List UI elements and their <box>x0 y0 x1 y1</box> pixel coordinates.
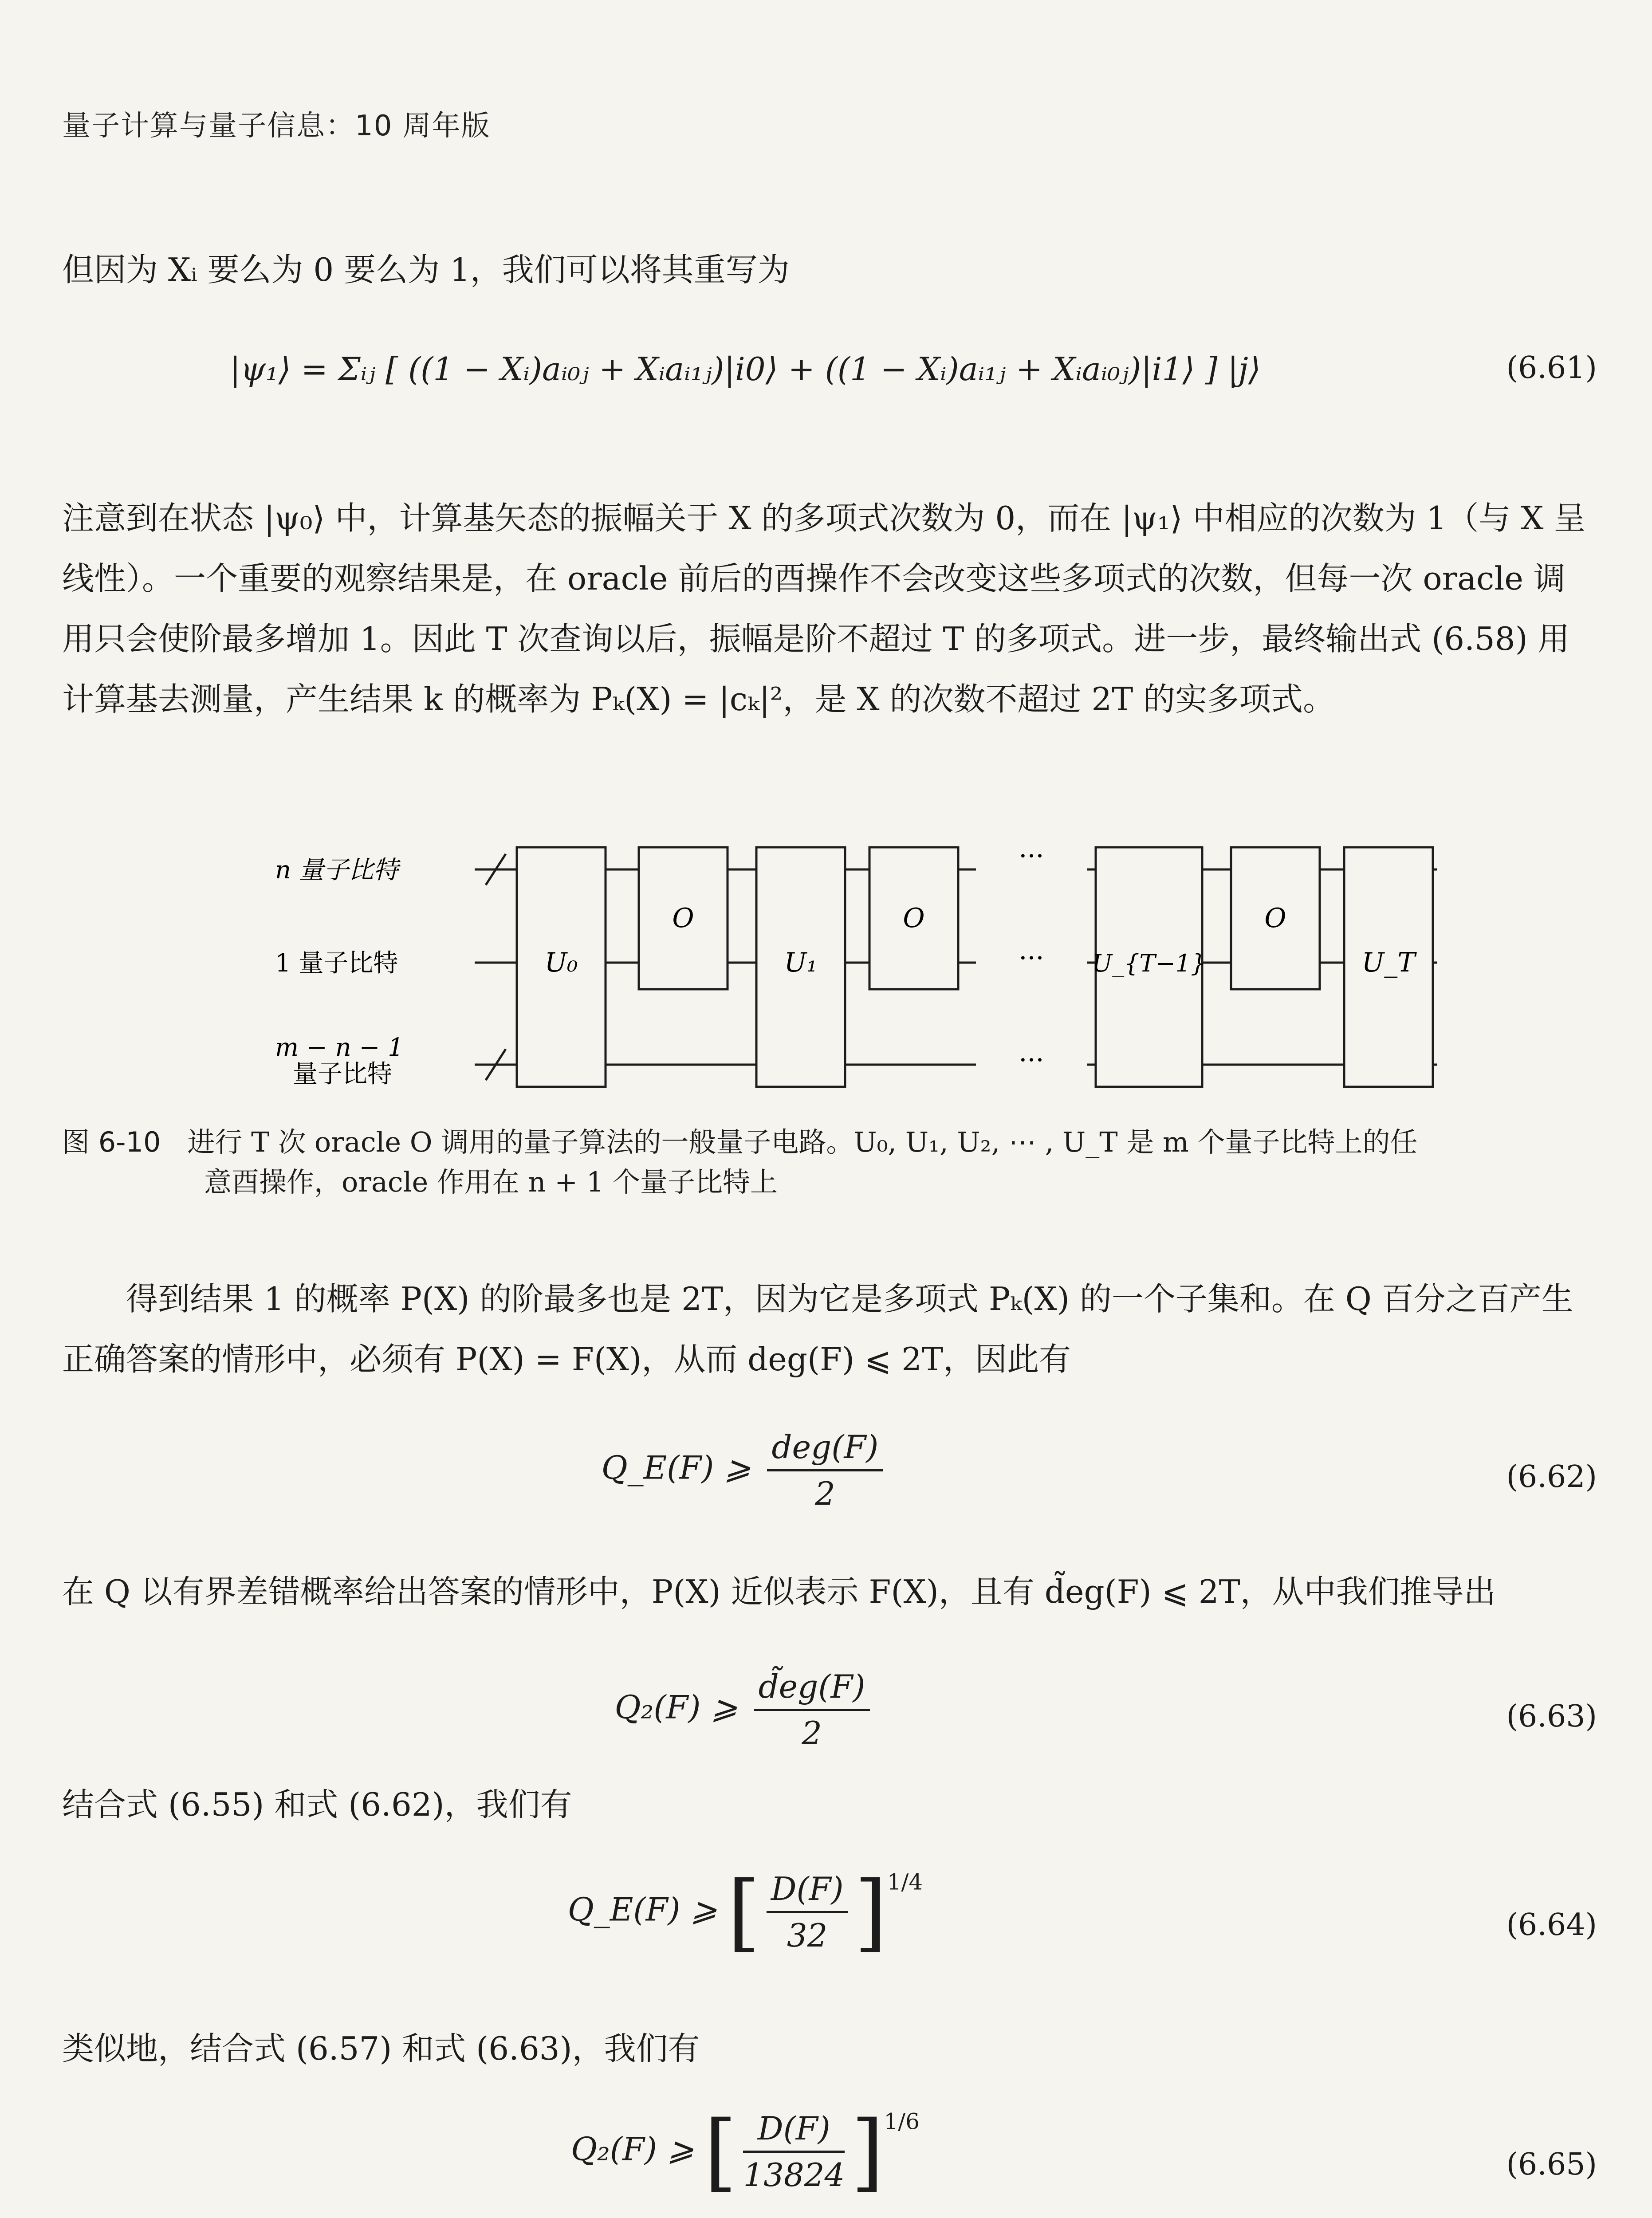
paragraph-6: 类似地，结合式 (6.57) 和式 (6.63)，我们有 <box>62 2030 700 2067</box>
eq-6-63-fraction <box>754 1668 870 1752</box>
wire-label-m: m − n − 1 <box>275 1033 404 1062</box>
paragraph-4: 在 Q 以有界差错概率给出答案的情形中，P(X) 近似表示 F(X)，且有 d̃eg(F) ⩽ 2T，从中我们推导出 <box>62 1573 1496 1610</box>
gate-u0-label: U₀ <box>544 947 578 978</box>
eq-6-65-left-bracket: [ <box>704 2103 737 2201</box>
eq-6-64-fraction <box>767 1870 848 1954</box>
eq-6-63-denominator: 2 <box>802 1715 822 1752</box>
eq-6-62-denominator: 2 <box>815 1475 835 1512</box>
eq-6-64-denominator: 32 <box>787 1917 828 1954</box>
ellipsis-mid: ··· <box>1019 943 1044 974</box>
equation-6-61-body: |ψ₁⟩ = Σᵢⱼ [ ((1 − Xᵢ)aᵢ₀ⱼ + Xᵢaᵢ₁ⱼ)|i0⟩ + ((1 − Xᵢ)aᵢ₁ⱼ + Xᵢaᵢ₀ⱼ)|i1⟩ ] |j⟩ <box>230 350 1261 388</box>
equation-6-63 <box>62 1668 1597 1766</box>
equation-6-64-number: (6.64) <box>1506 1907 1597 1943</box>
eq-6-63-lhs: Q₂(F) ⩾ <box>614 1688 738 1726</box>
eq-6-65-fraction <box>743 2110 845 2194</box>
eq-6-64-right-bracket: ] <box>854 1863 887 1961</box>
equation-6-62 <box>62 1428 1597 1526</box>
eq-6-65-exponent: 1/6 <box>884 2108 920 2135</box>
eq-6-65-lhs: Q₂(F) ⩾ <box>571 2130 694 2168</box>
wire-label-1: 1 量子比特 <box>275 949 398 978</box>
wire-label-n: n 量子比特 <box>275 856 398 885</box>
eq-6-64-left-bracket: [ <box>727 1863 760 1961</box>
gate-oracle-3-label: O <box>1264 903 1286 934</box>
eq-6-65-denominator: 13824 <box>743 2156 845 2194</box>
gate-oracle-2-label: O <box>903 903 925 934</box>
eq-6-64-lhs: Q_E(F) ⩾ <box>567 1891 717 1928</box>
eq-6-63-numerator: d̃eg(F) <box>754 1668 870 1711</box>
equation-6-61 <box>62 337 1597 408</box>
eq-6-62-lhs: Q_E(F) ⩾ <box>601 1449 751 1487</box>
gate-oracle-1-label: O <box>672 903 694 934</box>
figure-caption <box>62 1122 1588 1202</box>
caption-line-2: 意酉操作，oracle 作用在 n + 1 个量子比特上 <box>204 1166 778 1198</box>
paragraph-1: 但因为 Xᵢ 要么为 0 要么为 1，我们可以将其重写为 <box>62 251 790 288</box>
paragraph-5: 结合式 (6.55) 和式 (6.62)，我们有 <box>62 1786 572 1823</box>
quantum-circuit-figure <box>266 834 1491 1100</box>
running-header: 量子计算与量子信息：10 周年版 <box>62 110 491 142</box>
equation-6-62-number: (6.62) <box>1506 1459 1597 1494</box>
equation-6-65 <box>62 2103 1597 2218</box>
gate-u1-label: U₁ <box>784 947 818 978</box>
ellipsis-bot: ··· <box>1019 1045 1044 1076</box>
equation-6-64 <box>62 1863 1597 1978</box>
equation-6-65-number: (6.65) <box>1506 2147 1597 2182</box>
paragraph-3: 得到结果 1 的概率 P(X) 的阶最多也是 2T，因为它是多项式 Pₖ(X) 的一个子集和。在 Q 百分之百产生正确答案的情形中，必须有 P(X) = F(X)，从而 deg(F) ⩽ 2T，因此有 <box>62 1280 1573 1378</box>
eq-6-62-numerator: deg(F) <box>767 1428 883 1471</box>
gate-ut-label: U_T <box>1361 947 1416 978</box>
eq-6-64-exponent: 1/4 <box>887 1869 923 1895</box>
figure-label: 图 6-10 <box>62 1126 161 1158</box>
eq-6-65-right-bracket: ] <box>851 2103 884 2201</box>
eq-6-65-numerator: D(F) <box>743 2110 845 2153</box>
gate-ut-1-label: U_{T−1} <box>1092 949 1206 977</box>
eq-6-64-numerator: D(F) <box>767 1870 848 1913</box>
equation-6-61-number: (6.61) <box>1506 350 1597 385</box>
paragraph-2: 注意到在状态 |ψ₀⟩ 中，计算基矢态的振幅关于 X 的多项式次数为 0，而在 |ψ₁⟩ 中相应的次数为 1（与 X 呈线性）。一个重要的观察结果是，在 oracle 前后的酉操作不会改变这些多项式的次数，但每一次 oracle 调用只会使阶最多增加 1。因此 T 次查询以后，振幅是阶不超过 T 的多项式。进一步，最终输出式 (6.58) 用计算基去测量，产生结果 k 的概率为 Pₖ(X) = |cₖ|²，是 X 的次数不超过 2T 的实多项式。 <box>62 499 1586 718</box>
equation-6-63-number: (6.63) <box>1506 1699 1597 1734</box>
eq-6-62-fraction <box>767 1428 883 1512</box>
caption-line-1: 进行 T 次 oracle O 调用的量子算法的一般量子电路。U₀, U₁, U₂, ⋯ , U_T 是 m 个量子比特上的任 <box>187 1126 1418 1158</box>
ellipsis-top: ··· <box>1019 841 1044 872</box>
wire-label-m-qubits: 量子比特 <box>293 1060 392 1089</box>
